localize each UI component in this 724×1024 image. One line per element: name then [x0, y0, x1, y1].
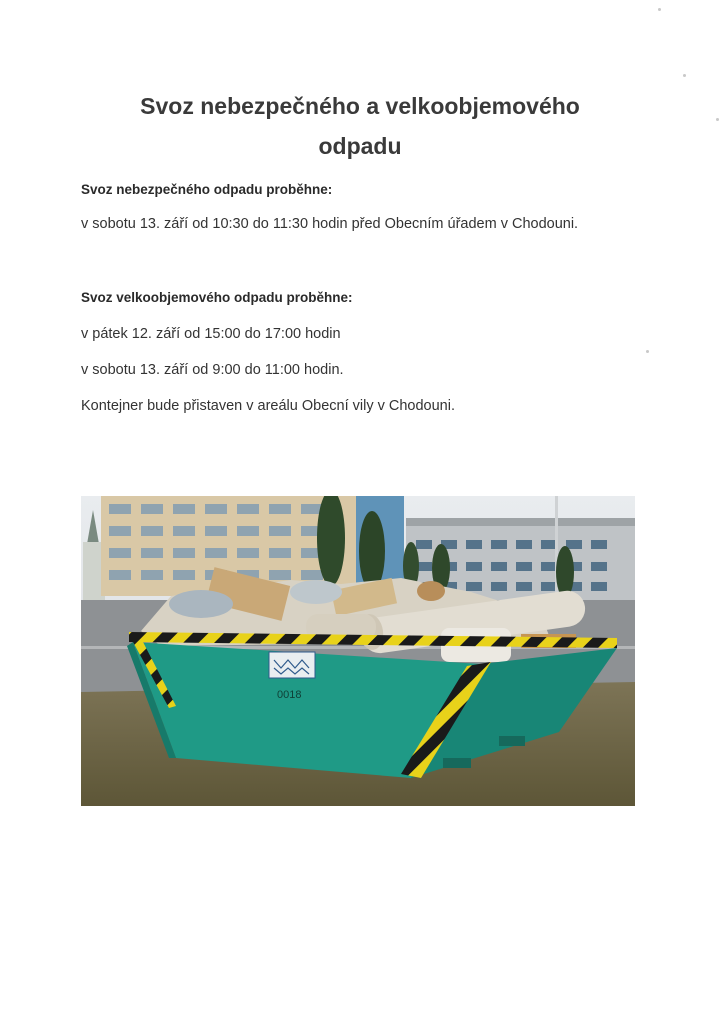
bulky-heading: Svoz velkoobjemového odpadu proběhne:: [81, 290, 353, 305]
scan-speck: [658, 8, 661, 11]
container-number: 0018: [277, 689, 302, 701]
bulky-line-1: v pátek 12. září od 15:00 do 17:00 hodin: [81, 326, 341, 342]
bulky-line-2: v sobotu 13. září od 9:00 do 11:00 hodin.: [81, 362, 344, 378]
container-photo-illustration: [81, 496, 635, 806]
scan-speck: [716, 118, 719, 121]
container-photo: [81, 496, 635, 806]
hazardous-heading: Svoz nebezpečného odpadu proběhne:: [81, 182, 333, 197]
page-title: [60, 86, 660, 166]
scan-speck: [683, 74, 686, 77]
title-line-2: odpadu: [318, 133, 402, 159]
scan-speck: [646, 350, 649, 353]
title-line-1: Svoz nebezpečného a velkoobjemového: [140, 93, 580, 119]
hazardous-line-1: v sobotu 13. září od 10:30 do 11:30 hodin před Obecním úřadem v Chodouni.: [81, 216, 579, 232]
bulky-line-3: Kontejner bude přistaven v areálu Obecní vily v Chodouni.: [81, 398, 455, 414]
